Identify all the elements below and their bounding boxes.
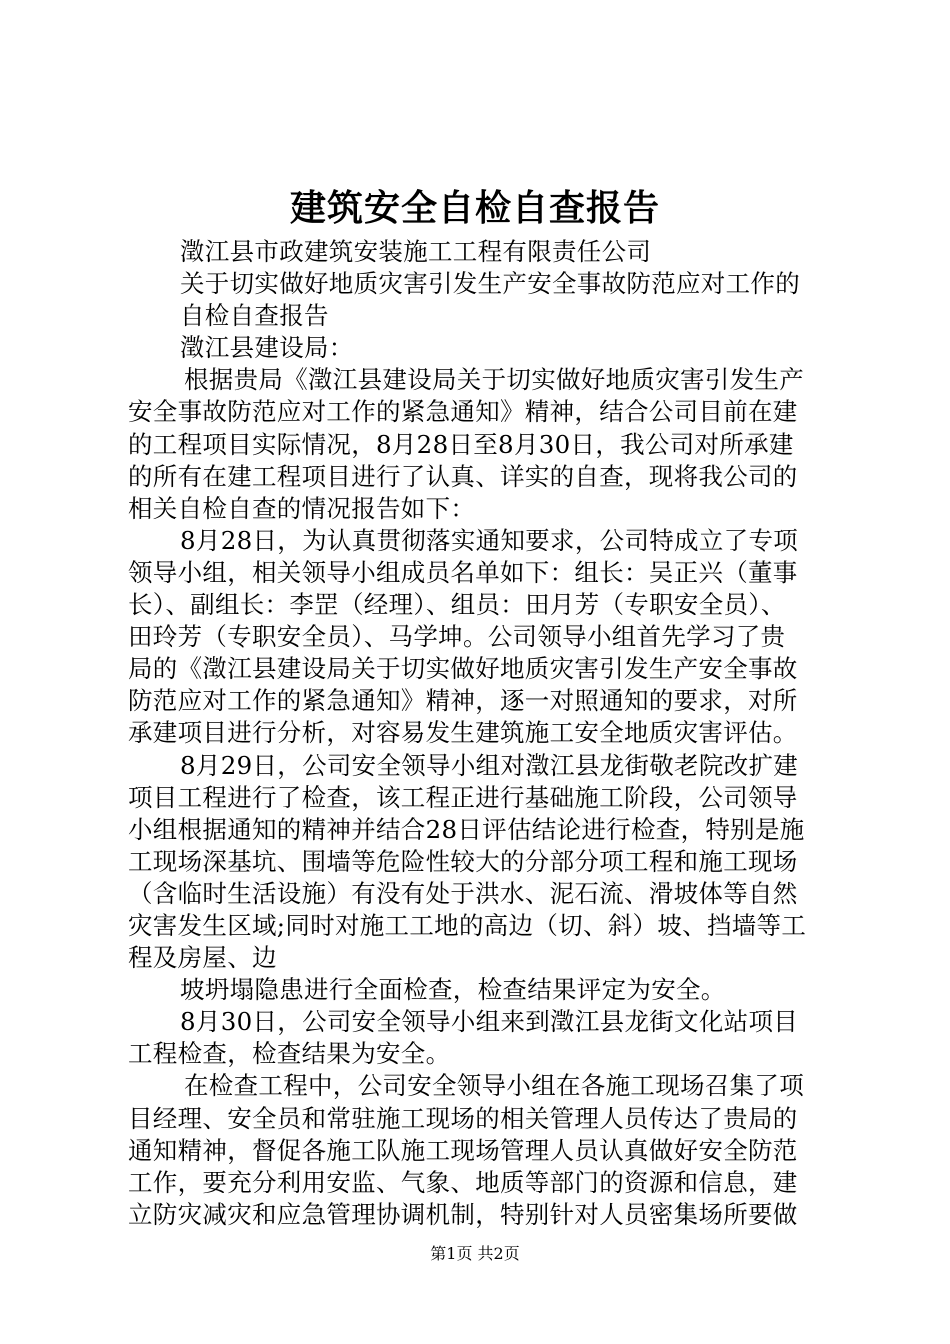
body-line: 坡坍塌隐患进行全面检查，检查结果评定为安全。	[180, 975, 726, 1005]
body-line: 的工程项目实际情况，8月28日至8月30日，我公司对所承建	[128, 429, 794, 459]
body-line: 长）、副组长：李罡（经理）、组员：田月芳（专职安全员）、	[128, 590, 786, 620]
body-line: 澂江县市政建筑安装施工工程有限责任公司	[180, 237, 652, 266]
body-line: 的所有在建工程项目进行了认真、详实的自查，现将我公司的	[128, 461, 798, 491]
body-line: 安全事故防范应对工作的紧急通知》精神，结合公司目前在建	[128, 397, 798, 427]
body-line: 工作，要充分利用安监、气象、地质等部门的资源和信息，建	[128, 1167, 798, 1197]
body-line: 工程检查，检查结果为安全。	[128, 1039, 451, 1069]
body-line: 防范应对工作的紧急通知》精神，逐一对照通知的要求，对所	[128, 686, 798, 716]
page-footer: 第1页 共2页	[430, 1244, 520, 1263]
body-line: 项目工程进行了检查，该工程正进行基础施工阶段，公司领导	[128, 782, 798, 812]
body-line: 立防灾减灾和应急管理协调机制，特别针对人员密集场所要做	[128, 1199, 798, 1229]
document-title: 建筑安全自检自查报告	[289, 187, 660, 229]
body-line: 相关自检自查的情况报告如下：	[128, 493, 476, 523]
body-line: 田玲芳（专职安全员）、马学坤。公司领导小组首先学习了贵	[128, 622, 786, 652]
body-line: 8月30日，公司安全领导小组来到澂江县龙街文化站项目	[180, 1007, 799, 1037]
body-line: 关于切实做好地质灾害引发生产安全事故防范应对工作的	[180, 269, 800, 299]
document-body	[128, 236, 832, 1231]
body-line: （含临时生活设施）有没有处于洪水、泥石流、滑坡体等自然	[128, 878, 798, 908]
body-line: 根据贵局《澂江县建设局关于切实做好地质灾害引发生产	[184, 365, 804, 395]
body-line: 工现场深基坑、围墙等危险性较大的分部分项工程和施工现场	[128, 846, 798, 876]
body-line: 自检自查报告	[180, 301, 329, 331]
body-line: 小组根据通知的精神并结合28日评估结论进行检查，特别是施	[128, 814, 805, 844]
body-line: 局的《澂江县建设局关于切实做好地质灾害引发生产安全事故	[128, 654, 798, 684]
body-line: 程及房屋、边	[128, 943, 277, 973]
body-line: 8月28日，为认真贯彻落实通知要求，公司特成立了专项	[180, 525, 799, 555]
body-line: 通知精神，督促各施工队施工现场管理人员认真做好安全防范	[128, 1135, 798, 1165]
body-line: 澂江县建设局：	[180, 333, 354, 363]
body-line: 承建项目进行分析，对容易发生建筑施工安全地质灾害评估。	[128, 718, 798, 748]
body-line: 灾害发生区域;同时对施工工地的高边（切、斜）坡、挡墙等工	[128, 910, 807, 940]
body-line: 领导小组，相关领导小组成员名单如下：组长：吴正兴（董事	[128, 557, 798, 587]
body-line: 在检查工程中，公司安全领导小组在各施工现场召集了项	[184, 1071, 804, 1101]
body-line: 目经理、安全员和常驻施工现场的相关管理人员传达了贵局的	[128, 1103, 798, 1133]
body-line: 8月29日，公司安全领导小组对澂江县龙街敬老院改扩建	[180, 750, 799, 780]
